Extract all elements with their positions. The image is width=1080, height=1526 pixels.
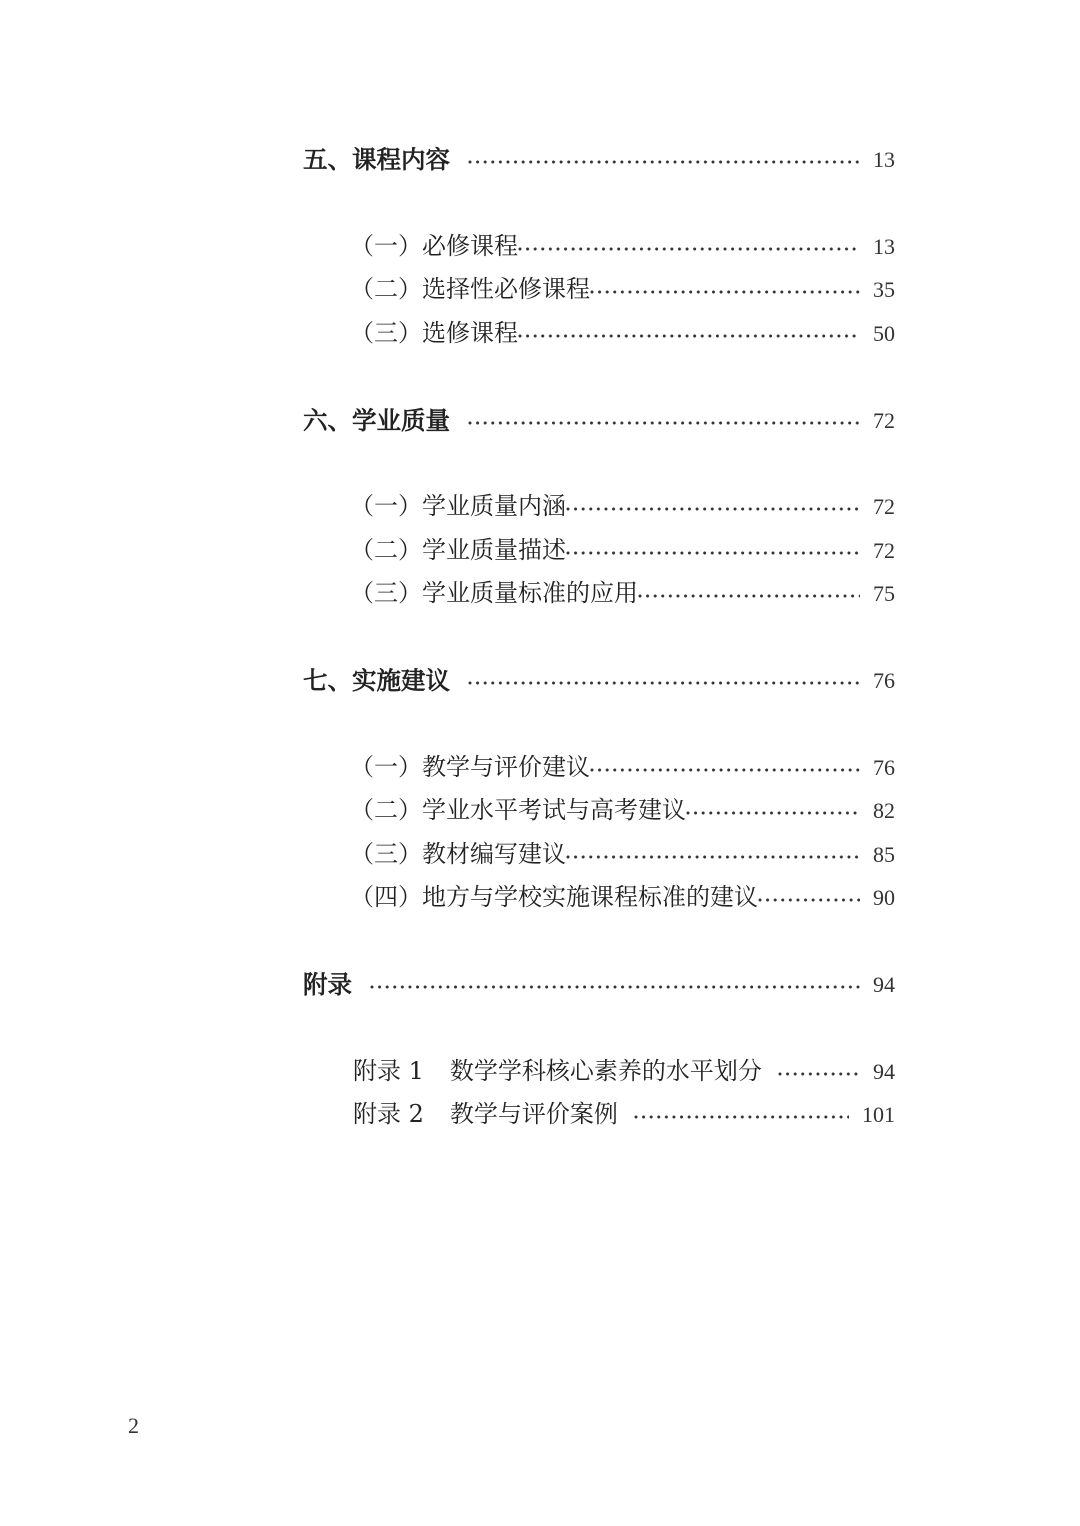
toc-entry [303, 789, 895, 832]
toc-heading-course-content [303, 138, 895, 181]
toc-heading-appendix [303, 963, 895, 1006]
toc-entry-label: （二）学业质量描述 [350, 535, 566, 564]
toc-entry [303, 268, 895, 311]
toc-page-number: 72 [873, 537, 895, 563]
toc-page-number: 94 [873, 1058, 895, 1084]
toc-entry-label: （一）学业质量内涵 [350, 492, 566, 521]
dot-leader [518, 225, 860, 268]
toc-appendix-entry [303, 1050, 895, 1093]
dot-leader [566, 833, 860, 876]
toc-entry [303, 833, 895, 876]
toc-section-academic-quality [303, 399, 895, 616]
dot-leader [468, 399, 860, 442]
toc-heading-label: 五、课程内容 [303, 145, 450, 175]
toc-entry-label: （四）地方与学校实施课程标准的建议 [350, 882, 758, 911]
toc-page-number: 76 [873, 754, 895, 780]
toc-page-number: 101 [862, 1101, 895, 1127]
toc-page-number: 94 [873, 971, 895, 997]
toc-page-number: 85 [873, 841, 895, 867]
page-folio-number: 2 [128, 1413, 139, 1438]
toc-entry [303, 529, 895, 572]
toc-heading-label: 六、学业质量 [303, 405, 450, 435]
toc-section-appendix [303, 963, 895, 1137]
toc-section-course-content [303, 138, 895, 355]
toc-page-number: 82 [873, 798, 895, 824]
dot-leader [634, 1093, 849, 1136]
toc-entry-label: （二）选择性必修课程 [350, 275, 590, 304]
toc-entry-label: （一）必修课程 [350, 232, 518, 261]
dot-leader [566, 529, 860, 572]
toc-entry [303, 746, 895, 789]
dot-leader [468, 659, 860, 702]
toc-entry [303, 572, 895, 615]
dot-leader [686, 789, 860, 832]
toc-entry-label: （一）教学与评价建议 [350, 752, 590, 781]
toc-appendix-prefix: 附录 1 [353, 1056, 424, 1085]
toc-page-number: 50 [873, 320, 895, 346]
dot-leader [590, 746, 860, 789]
toc-appendix-prefix: 附录 2 [353, 1099, 424, 1128]
toc-entry-label: （三）选修课程 [350, 318, 518, 347]
toc-heading-label: 附录 [303, 969, 352, 999]
toc-entry-label: （三）教材编写建议 [350, 839, 566, 868]
dot-leader [590, 268, 860, 311]
toc-page-number: 76 [873, 667, 895, 693]
toc-entry-label: （三）学业质量标准的应用 [350, 579, 638, 608]
toc-heading-label: 七、实施建议 [303, 665, 450, 695]
dot-leader [566, 485, 860, 528]
toc-entry-label: （二）学业水平考试与高考建议 [350, 796, 686, 825]
dot-leader [638, 572, 860, 615]
toc-page-number: 72 [873, 407, 895, 433]
toc-heading-implementation [303, 659, 895, 702]
toc-entry [303, 485, 895, 528]
toc-entry [303, 225, 895, 268]
toc-page-number: 13 [873, 147, 895, 173]
dot-leader [468, 138, 860, 181]
dot-leader [518, 312, 860, 355]
toc-section-implementation [303, 659, 895, 919]
toc-page-number: 35 [873, 277, 895, 303]
toc-entry [303, 312, 895, 355]
toc-page-number: 72 [873, 494, 895, 520]
toc-page-number: 13 [873, 234, 895, 260]
toc-heading-academic-quality [303, 399, 895, 442]
toc-appendix-entry [303, 1093, 895, 1136]
toc-page-number: 75 [873, 581, 895, 607]
dot-leader [758, 876, 860, 919]
toc-appendix-title: 数学学科核心素养的水平划分 [449, 1056, 762, 1085]
toc-page-number: 90 [873, 884, 895, 910]
dot-leader [370, 963, 860, 1006]
dot-leader [778, 1050, 860, 1093]
table-of-contents [303, 138, 895, 1179]
toc-appendix-title: 教学与评价案例 [449, 1099, 618, 1128]
toc-entry [303, 876, 895, 919]
